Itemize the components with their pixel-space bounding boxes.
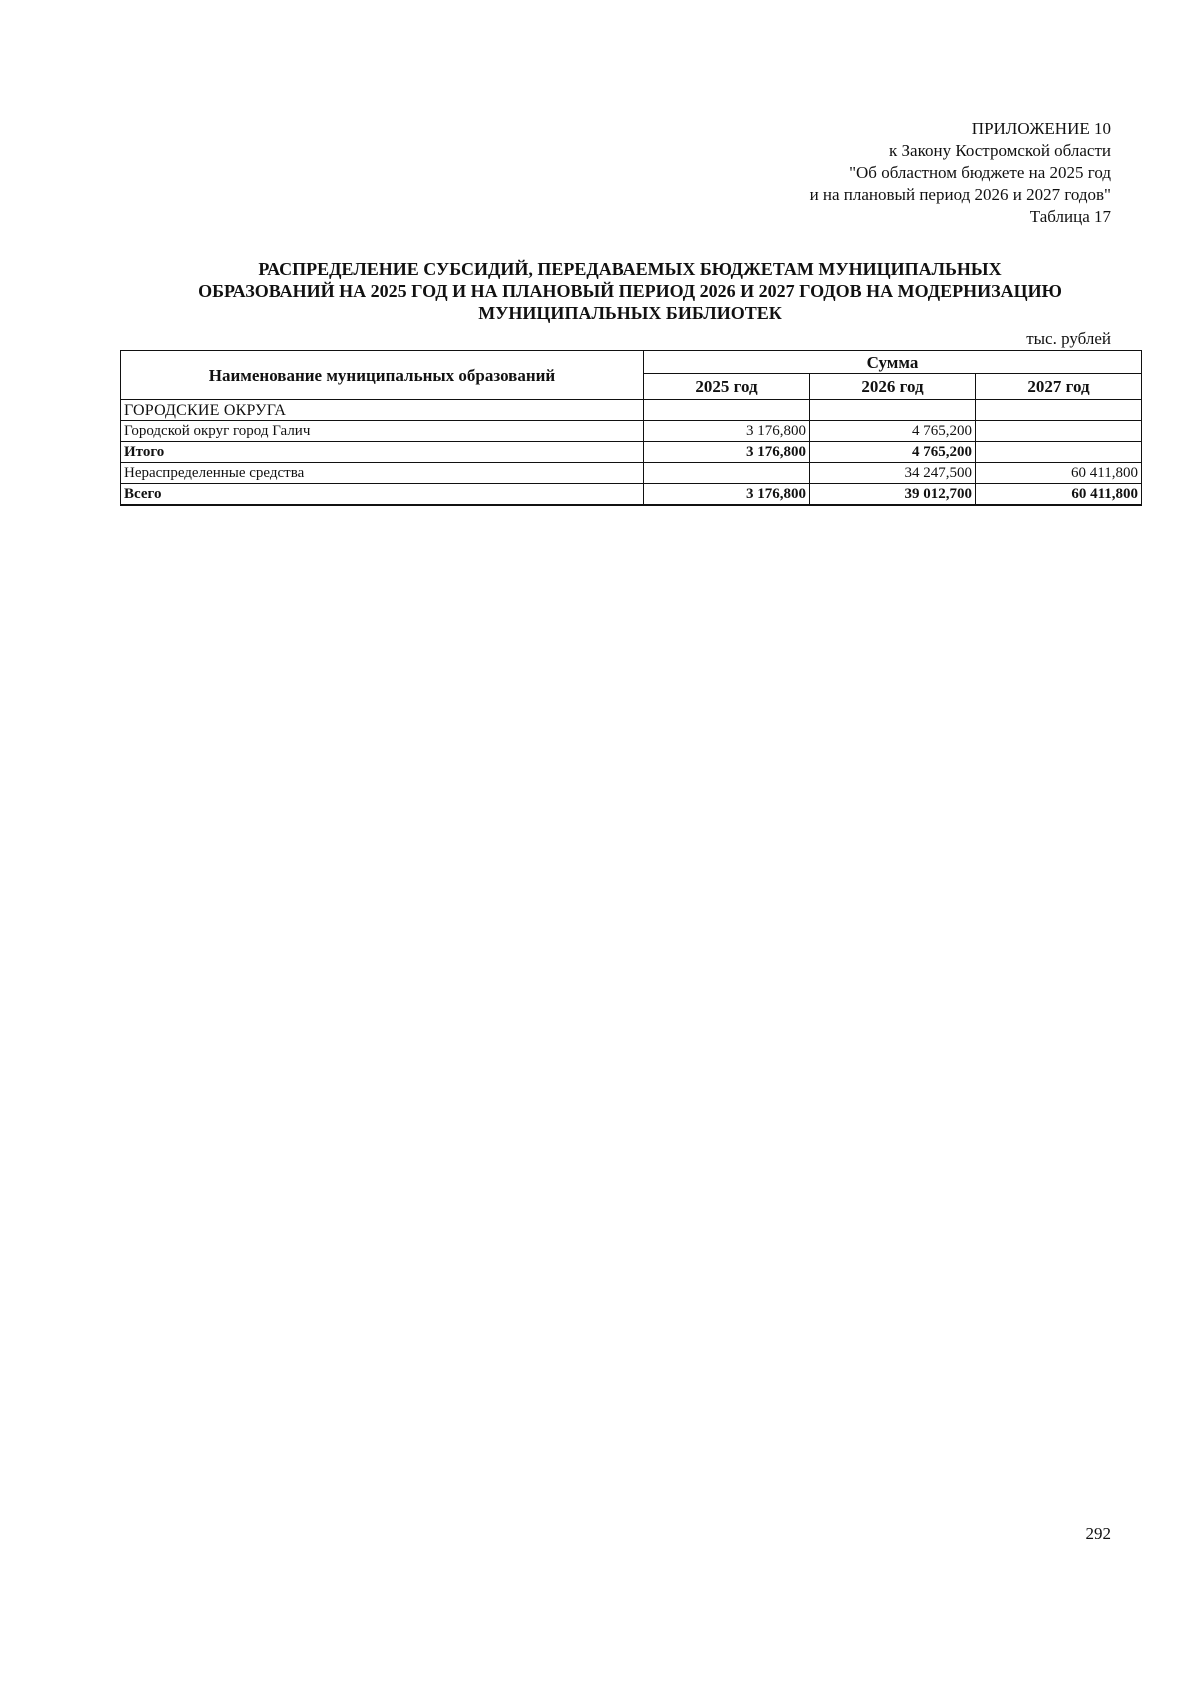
units-label: тыс. рублей bbox=[1026, 329, 1111, 348]
cell-2025: 3 176,800 bbox=[644, 484, 810, 506]
column-header-2025: 2025 год bbox=[644, 374, 810, 400]
row-label: Нераспределенные средства bbox=[121, 463, 644, 484]
table-row-total bbox=[121, 484, 1142, 506]
table-row-unallocated bbox=[121, 463, 1142, 484]
row-label: ГОРОДСКИЕ ОКРУГА bbox=[121, 400, 644, 421]
cell-2026: 39 012,700 bbox=[810, 484, 976, 506]
column-header-2026: 2026 год bbox=[810, 374, 976, 400]
cell-2025: 3 176,800 bbox=[644, 442, 810, 463]
appendix-header bbox=[810, 118, 1111, 228]
column-header-sum: Сумма bbox=[644, 351, 1142, 374]
cell-2025 bbox=[644, 400, 810, 421]
cell-2026: 4 765,200 bbox=[810, 442, 976, 463]
appendix-table-number: Таблица 17 bbox=[1029, 207, 1111, 226]
page-number: 292 bbox=[1085, 1524, 1111, 1543]
cell-2027 bbox=[976, 400, 1142, 421]
cell-2027 bbox=[976, 421, 1142, 442]
row-label: Городской округ город Галич bbox=[121, 421, 644, 442]
cell-2027 bbox=[976, 442, 1142, 463]
cell-2025: 3 176,800 bbox=[644, 421, 810, 442]
row-label: Всего bbox=[121, 484, 644, 506]
table-row-galich bbox=[121, 421, 1142, 442]
table-row-subtotal bbox=[121, 442, 1142, 463]
cell-2027: 60 411,800 bbox=[976, 463, 1142, 484]
title-line-3: МУНИЦИПАЛЬНЫХ БИБЛИОТЕК bbox=[478, 303, 782, 323]
document-title bbox=[120, 258, 1140, 324]
cell-2025 bbox=[644, 463, 810, 484]
appendix-law-title-1: "Об областном бюджете на 2025 год bbox=[849, 163, 1111, 182]
cell-2026: 34 247,500 bbox=[810, 463, 976, 484]
cell-2027: 60 411,800 bbox=[976, 484, 1142, 506]
appendix-law-reference: к Закону Костромской области bbox=[889, 141, 1111, 160]
appendix-number: ПРИЛОЖЕНИЕ 10 bbox=[971, 119, 1111, 138]
title-line-2: ОБРАЗОВАНИЙ НА 2025 ГОД И НА ПЛАНОВЫЙ ПЕРИОД 2026 И 2027 ГОДОВ НА МОДЕРНИЗАЦИЮ bbox=[198, 281, 1062, 301]
appendix-law-title-2: и на плановый период 2026 и 2027 годов" bbox=[809, 185, 1111, 204]
column-header-name: Наименование муниципальных образований bbox=[121, 351, 644, 400]
table-row-section-city-districts bbox=[121, 400, 1142, 421]
title-line-1: РАСПРЕДЕЛЕНИЕ СУБСИДИЙ, ПЕРЕДАВАЕМЫХ БЮДЖЕТАМ МУНИЦИПАЛЬНЫХ bbox=[258, 259, 1002, 279]
row-label: Итого bbox=[121, 442, 644, 463]
cell-2026 bbox=[810, 400, 976, 421]
column-header-2027: 2027 год bbox=[976, 374, 1142, 400]
cell-2026: 4 765,200 bbox=[810, 421, 976, 442]
subsidy-table bbox=[120, 350, 1142, 506]
